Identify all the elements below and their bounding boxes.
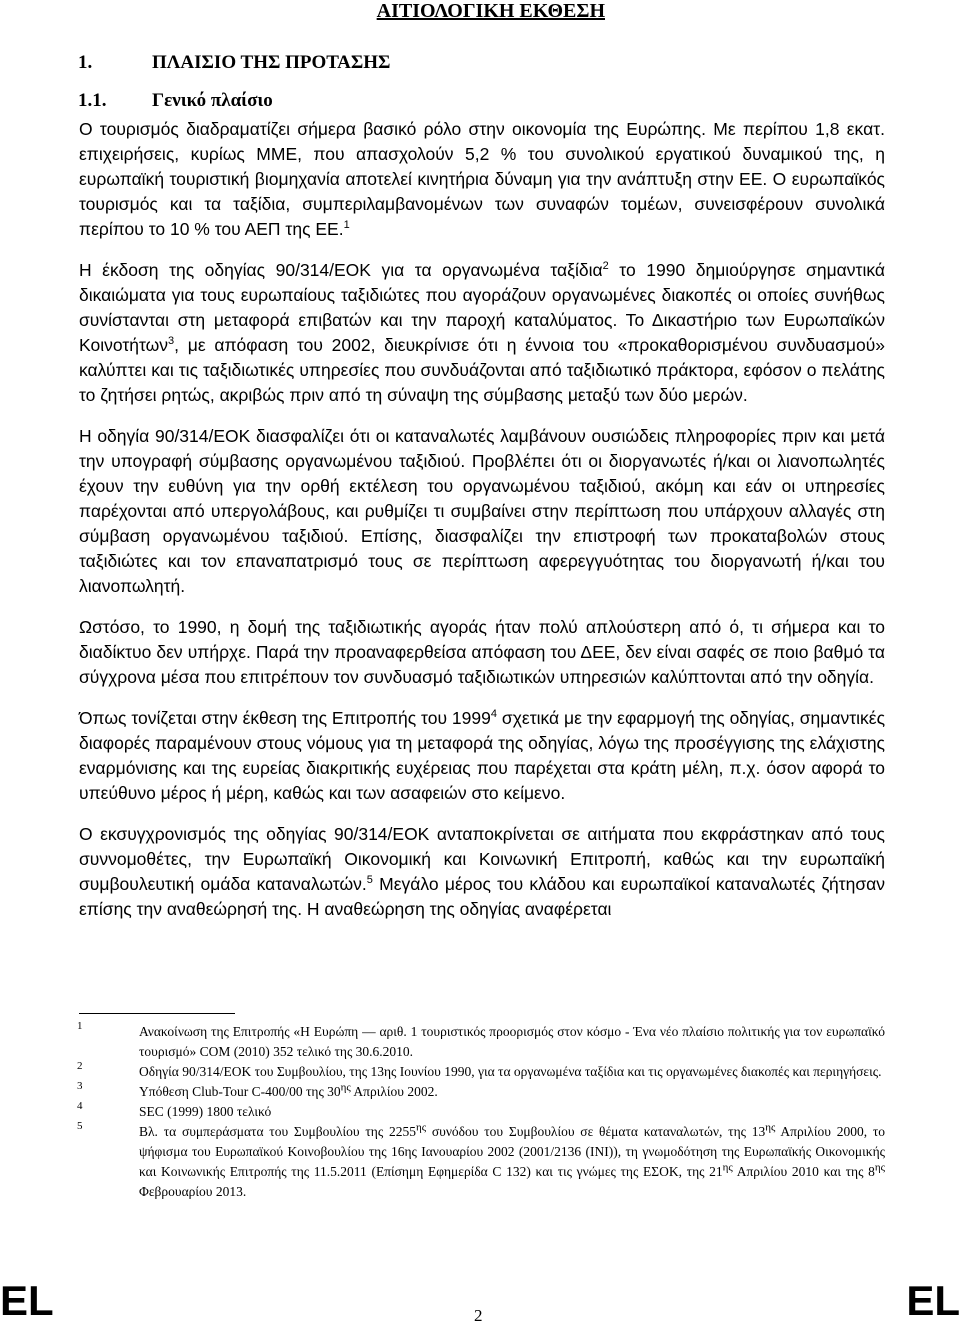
footnote-number: 1: [77, 1020, 83, 1032]
footnote-number: 2: [77, 1060, 83, 1072]
footnote-text: Βλ. τα συμπεράσματα του Συμβουλίου της 2255: [139, 1124, 416, 1139]
footnote-ref: 3: [168, 335, 175, 348]
subsection-number: 1.1.: [78, 90, 107, 111]
footnote-text: SEC (1999) 1800 τελικό: [139, 1104, 272, 1119]
footnote-number: 5: [77, 1120, 83, 1132]
footnote-text: Ανακοίνωση της Επιτροπής «Η Ευρώπη — αριθ. 1 τουριστικός προορισμός στον κόσμο - Ένα νέο πλαίσιο πολιτικής για τον ευρωπαϊκό τουρισμό» COM (2010) 352 τελικό της 30.6.2010.: [139, 1024, 885, 1059]
footnote-1: [79, 1022, 885, 1062]
section-number: 1.: [78, 52, 93, 73]
paragraph-text: Όπως τονίζεται στην έκθεση της Επιτροπής του 1999: [79, 708, 491, 728]
footnote-separator: [79, 1013, 235, 1014]
footnote-text: Απριλίου 2000, το ψήφισμα του Ευρωπαϊκού Κοινοβουλίου της 16ης Ιανουαρίου 2002 (2001/2136 (INI)), τη γνωμοδότηση της Ευρωπαϊκής Οικονομικής και Κοινωνικής Επιτροπής της 11.5.2011 (Επίσημη Εφημερίδα C 132) και τις γνώμες της ΕΣΟΚ, της 21: [139, 1124, 886, 1179]
footnote-3: [79, 1082, 885, 1102]
section-heading: [78, 52, 390, 74]
footnotes: [79, 1022, 885, 1202]
paragraph-text: το 1990 δημιούργησε σημαντικά δικαιώματα για τους ευρωπαίους ταξιδιώτες που αγοράζουν οργανωμένες διακοπές οι οποίες συνήθως συνίστανται στη μεταφορά επιβατών και την παροχή καταλύματος. Το Δικαστήριο των Ευρωπαϊκών Κοινοτήτων: [79, 260, 885, 355]
paragraph-modernisation: [79, 822, 885, 922]
footnote-ref: 1: [343, 219, 350, 232]
ordinal-suffix: ης: [874, 1161, 885, 1174]
paragraph-text: Ο τουρισμός διαδραματίζει σήμερα βασικό ρόλο στην οικονομία της Ευρώπης. Με περίπου 1,8 εκατ. επιχειρήσεις, κυρίως ΜΜΕ, που απασχολούν 5,2 % του συνολικού εργατικού δυναμικού της, η ευρωπαϊκή τουριστική βιομηχανία αποτελεί κινητήρια δύναμη για την ανάπτυξη στην ΕΕ. Ο ευρωπαϊκός τουρισμός και τα ταξίδια, συμπεριλαμβανομένων των συναφών τομέων, συνεισφέρουν συνολικά περίπου το 10 % του ΑΕΠ της ΕΕ.: [79, 119, 885, 239]
section-title: ΠΛΑΙΣΙΟ ΤΗΣ ΠΡΟΤΑΣΗΣ: [152, 52, 391, 73]
footnote-number: 4: [77, 1100, 83, 1112]
footnote-text: Απριλίου 2002.: [350, 1084, 438, 1099]
subsection-heading: [78, 90, 273, 112]
paragraph-directive-issuance: [79, 258, 885, 408]
paragraph-tourism-role: [79, 117, 885, 242]
subsection-title: Γενικό πλαίσιο: [152, 90, 273, 111]
footnote-ref: 4: [490, 708, 497, 721]
paragraph-text: Μεγάλο μέρος του κλάδου και ευρωπαϊκοί καταναλωτές ζήτησαν επίσης την αναθεώρησή της. Η αναθεώρηση της οδηγίας αναφέρεται: [79, 874, 885, 919]
ordinal-suffix: ης: [340, 1081, 351, 1094]
document-title: ΑΙΤΙΟΛΟΓΙΚΗ ΕΚΘΕΣΗ: [376, 0, 605, 22]
footnote-number: 3: [77, 1080, 83, 1092]
language-code-right: EL: [906, 1277, 960, 1324]
ordinal-suffix: ης: [415, 1121, 427, 1134]
paragraph-commission-report: [79, 706, 885, 806]
footnote-ref: 2: [602, 260, 609, 273]
footnote-2: [79, 1062, 885, 1082]
paragraph-market-structure: Ωστόσο, το 1990, η δομή της ταξιδιωτικής αγοράς ήταν πολύ απλούστερη από ό, τι σήμερα και το διαδίκτυο δεν υπήρχε. Παρά την προαναφερθείσα απόφαση του ΔΕΕ, δεν είναι σαφές σε ποιο βαθμό τα σύγχρονα μέσα που επιτρέπουν τον συνδυασμό ταξιδιωτικών υπηρεσιών καλύπτονται από την οδηγία.: [79, 617, 885, 687]
paragraph-text: σχετικά με την εφαρμογή της οδηγίας, σημαντικές διαφορές παραμένουν στους νόμους για τη μεταφορά της οδηγίας, λόγω της προσέγγισης της ελάχιστης εναρμόνισης και της ευρείας διακριτικής ευχέρειας που παρέχεται στα κράτη μέλη, π.χ. όσον αφορά το υπεύθυνο μέρος ή μέρη, καθώς και των ασαφειών στο κείμενο.: [79, 708, 886, 803]
footnote-text: συνόδου του Συμβουλίου σε θέματα καταναλωτών, της 13: [426, 1124, 766, 1139]
page-number: 2: [474, 1306, 483, 1325]
footnote-5: [79, 1122, 885, 1202]
ordinal-suffix: ης: [765, 1121, 776, 1134]
paragraph-text: Η έκδοση της οδηγίας 90/314/ΕΟΚ για τα οργανωμένα ταξίδια: [79, 260, 603, 280]
ordinal-suffix: ης: [722, 1161, 733, 1174]
footnote-text: Απριλίου 2010 και της 8: [732, 1164, 875, 1179]
footnote-text: Φεβρουαρίου 2013.: [139, 1184, 247, 1199]
document-body: [79, 117, 885, 938]
footnote-4: [79, 1102, 885, 1122]
footnote-text: Οδηγία 90/314/ΕΟΚ του Συμβουλίου, της 13ης Ιουνίου 1990, για τα οργανωμένα ταξίδια και τις οργανωμένες διακοπές και περιηγήσεις.: [139, 1064, 882, 1079]
paragraph-text: , με απόφαση του 2002, διευκρίνισε ότι η έννοια του «προκαθορισμένου συνδυασμού» καλύπτει και τις ταξιδιωτικές υπηρεσίες που συνδυάζονται από ταξιδιωτικό πράκτορα, εφόσον ο πελάτης το ζητήσει ρητώς, ακριβώς πριν από τη σύναψη της σύμβασης μεταξύ των δύο μερών.: [79, 335, 885, 405]
footnote-ref: 5: [366, 874, 373, 887]
paragraph-text: Ο εκσυγχρονισμός της οδηγίας 90/314/ΕΟΚ ανταποκρίνεται σε αιτήματα που εκφράστηκαν από τους συννομοθέτες, την Ευρωπαϊκή Οικονομική και Κοινωνική Επιτροπή, καθώς και την ευρωπαϊκή συμβουλευτική ομάδα καταναλωτών.: [79, 824, 885, 894]
footnote-text: Υπόθεση Club-Tour C-400/00 της 30: [139, 1084, 341, 1099]
paragraph-directive-guarantees: Η οδηγία 90/314/ΕΟΚ διασφαλίζει ότι οι καταναλωτές λαμβάνουν ουσιώδεις πληροφορίες πριν και μετά την υπογραφή σύμβασης οργανωμένου ταξιδιού. Προβλέπει ότι οι διοργανωτές ή/και οι λιανοπωλητές έχουν την ευθύνη για την ορθή εκτέλεση του οργανωμένου ταξιδιού, ακόμη και εάν οι υπηρεσίες παρέχονται από υπεργολάβους, και ρυθμίζει τι συμβαίνει στην περίπτωση που υπάρχουν αλλαγές στη σύμβαση οργανωμένου ταξιδιού. Επίσης, διασφαλίζει την επιστροφή των προκαταβολών στους ταξιδιώτες και τον επαναπατρισμό τους σε περίπτωση αφερεγγυότητας του διοργανωτή ή/και του λιανοπωλητή.: [79, 426, 885, 596]
language-code-left: EL: [0, 1277, 54, 1324]
